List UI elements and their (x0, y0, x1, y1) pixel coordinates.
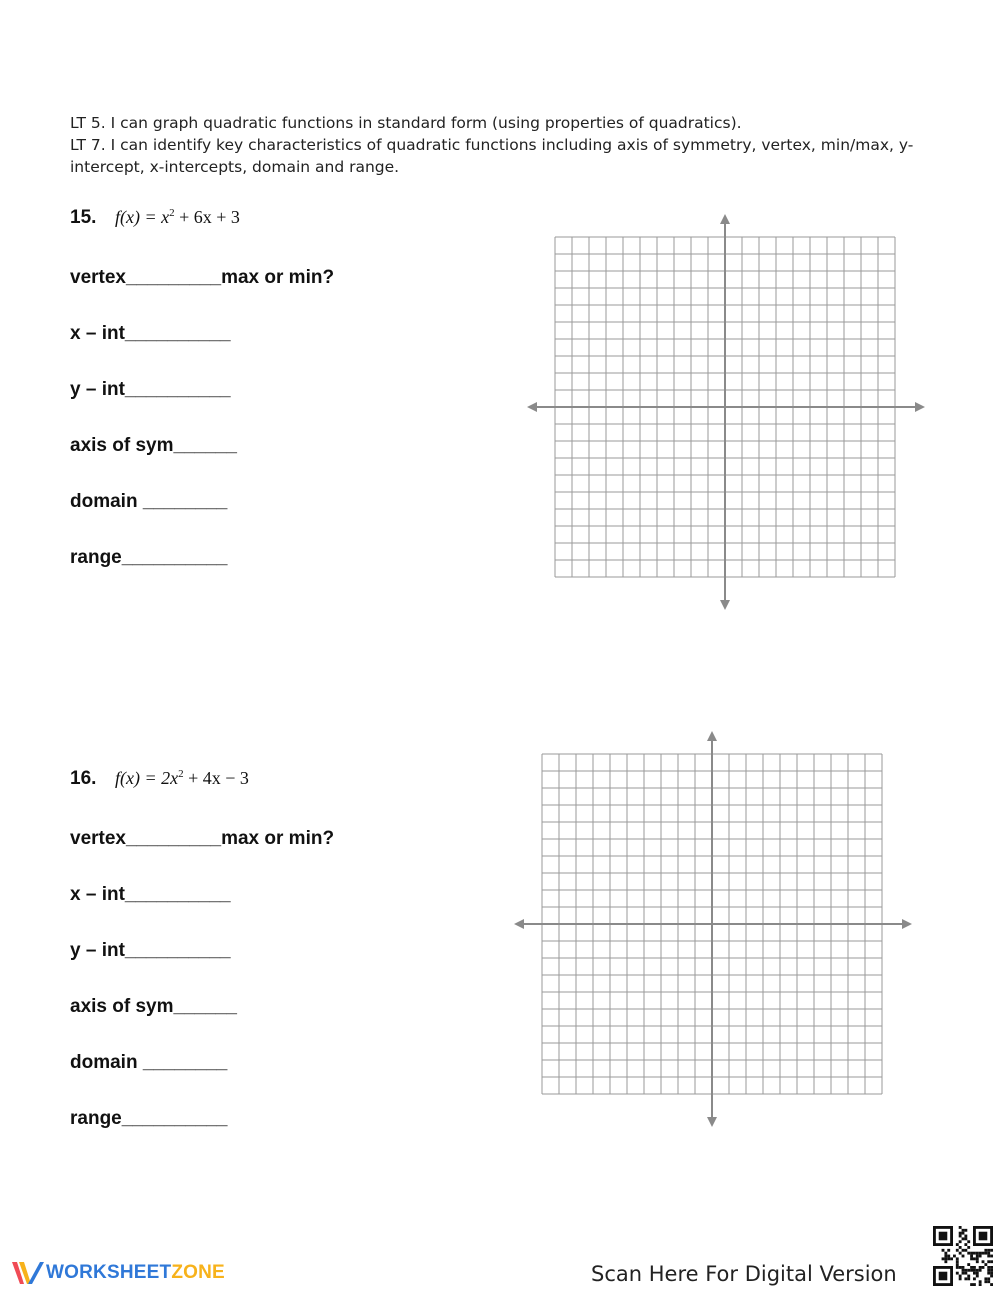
equation-exponent: 2 (178, 768, 184, 780)
range-prompt[interactable]: range__________ (70, 547, 228, 568)
problem-15 (70, 207, 490, 599)
objective-lt7: LT 7. I can identify key characteristics of quadratic functions including axis of symmetry, vertex, min/max, y-intercept, x-intercepts, domain and range. (70, 136, 914, 176)
objective-lt5: LT 5. I can graph quadratic functions in standard form (using properties of quadratics). (70, 114, 742, 132)
x-axis-arrow-left (527, 402, 537, 412)
problem-header (70, 768, 490, 798)
x-intercept-prompt[interactable]: x – int__________ (70, 884, 231, 905)
axis-of-symmetry-prompt[interactable]: axis of sym______ (70, 435, 237, 456)
coordinate-grid-16[interactable] (512, 729, 914, 1129)
domain-prompt[interactable]: domain ________ (70, 491, 228, 512)
equation-exponent: 2 (169, 207, 175, 219)
range-prompt[interactable]: range__________ (70, 1108, 228, 1129)
problem-number: 16. (70, 768, 97, 789)
brand-name-first: WORKSHEET (46, 1262, 172, 1283)
y-intercept-prompt[interactable]: y – int__________ (70, 379, 231, 400)
y-axis-arrow-up (720, 214, 730, 224)
qr-code-icon[interactable] (933, 1226, 993, 1286)
problem-number: 15. (70, 207, 97, 228)
y-axis-arrow-down (720, 600, 730, 610)
equation-lhs: f(x) = 2x (115, 768, 179, 788)
x-axis-arrow-right (902, 919, 912, 929)
y-axis-arrow-up (707, 731, 717, 741)
coordinate-grid-15[interactable] (525, 212, 927, 612)
learning-objectives (70, 112, 930, 178)
problem-equation (115, 768, 249, 789)
brand-logo (10, 1258, 225, 1288)
equation-rhs: + 4x − 3 (183, 768, 249, 788)
worksheet-zone-logo-icon (10, 1258, 46, 1288)
y-axis-arrow-down (707, 1117, 717, 1127)
brand-name (46, 1262, 225, 1284)
x-intercept-prompt[interactable]: x – int__________ (70, 323, 231, 344)
x-axis-arrow-left (514, 919, 524, 929)
axis-of-symmetry-prompt[interactable]: axis of sym______ (70, 996, 237, 1017)
problem-header (70, 207, 490, 237)
vertex-prompt[interactable]: vertex_________max or min? (70, 267, 335, 288)
x-axis-arrow-right (915, 402, 925, 412)
problem-equation (115, 207, 240, 228)
problem-16 (70, 768, 490, 1160)
scan-caption: Scan Here For Digital Version (591, 1262, 897, 1286)
equation-rhs: + 6x + 3 (174, 207, 240, 227)
domain-prompt[interactable]: domain ________ (70, 1052, 228, 1073)
equation-lhs: f(x) = x (115, 207, 170, 227)
y-intercept-prompt[interactable]: y – int__________ (70, 940, 231, 961)
brand-name-second: ZONE (171, 1262, 225, 1283)
vertex-prompt[interactable]: vertex_________max or min? (70, 828, 335, 849)
